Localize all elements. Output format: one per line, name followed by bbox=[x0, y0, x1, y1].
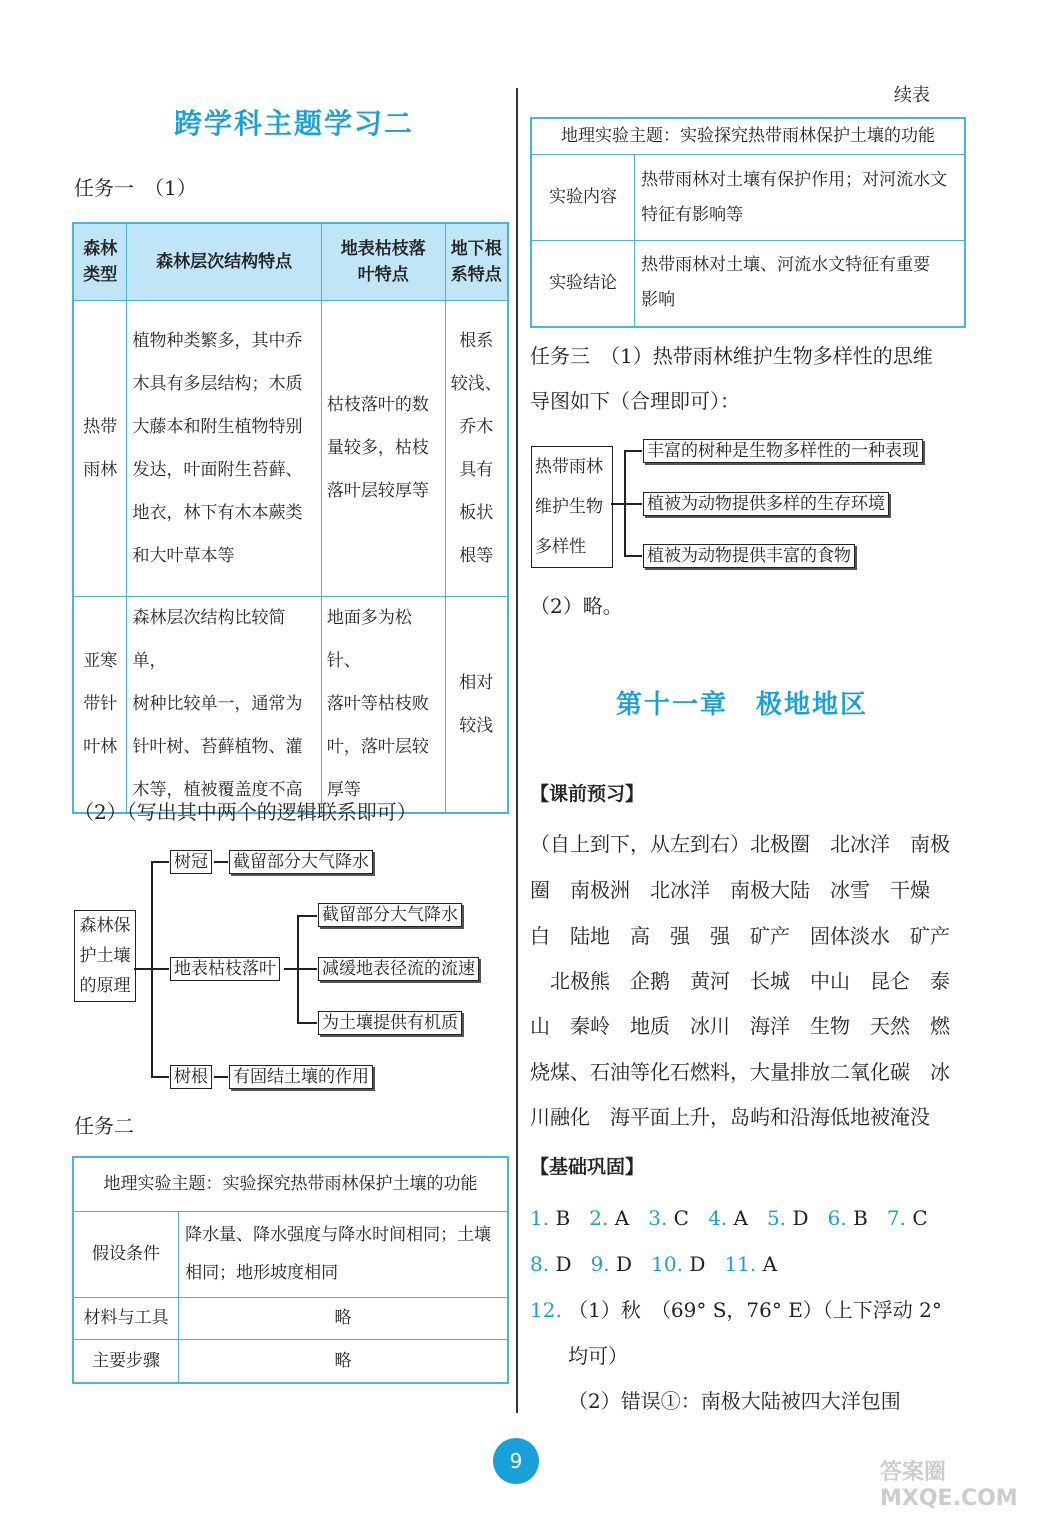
structure-cell: 植物种类繁多，其中乔 木具有多层结构；木质 大藤本和附生植物特别 发达，叶面附生苔藓、 地衣，林下有木本蕨类 和大叶草本等 bbox=[127, 301, 321, 597]
question-number: 1. bbox=[530, 1206, 550, 1230]
q12-line1 bbox=[530, 1298, 942, 1322]
biodiversity-leaf-3: 植被为动物提供丰富的食物 bbox=[643, 544, 855, 568]
q12-line2: 均可） bbox=[568, 1344, 628, 1368]
question-number: 12. bbox=[530, 1298, 562, 1322]
task3-line1: 任务三 （1）热带雨林维护生物多样性的思维 bbox=[530, 344, 933, 368]
forest-type-cell: 亚寒带针叶林 bbox=[73, 597, 127, 814]
basics-label: 【基础巩固】 bbox=[530, 1156, 645, 1178]
answer: C bbox=[912, 1206, 928, 1230]
preview-line: 北极熊 企鹅 黄河 长城 中山 昆仑 泰 bbox=[530, 969, 950, 993]
row-value: 略 bbox=[179, 1297, 508, 1339]
header-forest-type: 森林类型 bbox=[73, 223, 127, 301]
column-divider bbox=[516, 88, 518, 1413]
branch-litter: 地表枯枝落叶 bbox=[170, 957, 280, 981]
continued-label: 续表 bbox=[894, 85, 930, 106]
row-key: 实验结论 bbox=[531, 241, 635, 327]
task1-part2: （2）（写出其中两个的逻辑联系即可） bbox=[74, 800, 417, 824]
diagram-root: 森林保 护土壤 的原理 bbox=[74, 910, 136, 1002]
structure-cell: 森林层次结构比较简单， 树种比较单一，通常为 针叶树、苔藓植物、灌 木等，植被覆盖度不高 bbox=[127, 597, 321, 814]
table-header-row bbox=[73, 223, 508, 301]
branch-roots: 树根 bbox=[170, 1065, 212, 1089]
preview-line: 烧煤、石油等化石燃料，大量排放二氧化碳 冰 bbox=[530, 1060, 950, 1084]
answer: B bbox=[555, 1206, 571, 1230]
question-number: 7. bbox=[886, 1206, 906, 1230]
table-row bbox=[531, 155, 965, 241]
table-row bbox=[73, 301, 508, 597]
table-row bbox=[73, 1211, 508, 1297]
task1-label: 任务一 （1） bbox=[74, 176, 197, 200]
answer: D bbox=[555, 1252, 572, 1276]
question-number: 3. bbox=[648, 1206, 668, 1230]
preview-line: 川融化 海平面上升，岛屿和沿海低地被淹没 bbox=[530, 1105, 930, 1129]
task2-label: 任务二 bbox=[74, 1114, 134, 1138]
section-title: 跨学科主题学习二 bbox=[174, 107, 415, 140]
row-key: 材料与工具 bbox=[73, 1297, 179, 1339]
preview-line: 圈 南极洲 北冰洋 南极大陆 冰雪 干燥 bbox=[530, 878, 930, 902]
row-value: 热带雨林对土壤有保护作用；对河流水文 特征有影响等 bbox=[635, 155, 965, 241]
answer: D bbox=[689, 1252, 706, 1276]
roots-cell: 根系 较浅、 乔木 具有 板状 根等 bbox=[445, 301, 508, 597]
litter-cell: 枯枝落叶的数 量较多，枯枝 落叶层较厚等 bbox=[321, 301, 445, 597]
table-row bbox=[73, 1339, 508, 1383]
preview-line: 白 陆地 高 强 强 矿产 固体淡水 矿产 bbox=[530, 924, 950, 948]
biodiversity-leaf-1: 丰富的树种是生物多样性的一种表现 bbox=[643, 439, 923, 463]
experiment-theme: 地理实验主题：实验探究热带雨林保护土壤的功能 bbox=[531, 118, 965, 155]
question-number: 8. bbox=[530, 1252, 550, 1276]
row-key: 实验内容 bbox=[531, 155, 635, 241]
q12-line3: （2）错误①：南极大陆被四大洋包围 bbox=[568, 1389, 901, 1413]
experiment-table bbox=[72, 1156, 509, 1384]
table-row bbox=[73, 1157, 508, 1211]
table-row bbox=[73, 597, 508, 814]
roots-cell: 相对 较浅 bbox=[445, 597, 508, 814]
forest-comparison-table bbox=[72, 222, 509, 814]
answer: A bbox=[614, 1206, 630, 1230]
litter-cell: 地面多为松针、 落叶等枯枝败 叶，落叶层较 厚等 bbox=[321, 597, 445, 814]
preview-line: 山 秦岭 地质 冰川 海洋 生物 天然 燃 bbox=[530, 1014, 950, 1038]
litter-leaf-3: 为土壤提供有机质 bbox=[318, 1011, 462, 1035]
experiment-theme: 地理实验主题：实验探究热带雨林保护土壤的功能 bbox=[73, 1157, 508, 1211]
header-roots: 地下根系特点 bbox=[445, 223, 508, 301]
question-number: 9. bbox=[590, 1252, 610, 1276]
litter-leaf-1: 截留部分大气降水 bbox=[318, 903, 462, 927]
branch-canopy: 树冠 bbox=[170, 850, 212, 874]
row-value: 降水量、降水强度与降水时间相同；土壤 相同；地形坡度相同 bbox=[179, 1211, 508, 1297]
answer: D bbox=[616, 1252, 633, 1276]
diagram-root: 热带雨林 维护生物 多样性 bbox=[531, 446, 613, 568]
experiment-table-continued bbox=[530, 117, 966, 328]
question-number: 10. bbox=[651, 1252, 683, 1276]
task3-part2: （2）略。 bbox=[530, 594, 623, 618]
question-number: 4. bbox=[708, 1206, 728, 1230]
table-row bbox=[531, 118, 965, 155]
preview-label: 【课前预习】 bbox=[530, 783, 645, 805]
watermark-logo: 答案圈 MXQE.COM bbox=[880, 1460, 1018, 1511]
header-structure: 森林层次结构特点 bbox=[127, 223, 321, 301]
roots-leaf: 有固结土壤的作用 bbox=[229, 1065, 373, 1089]
question-number: 11. bbox=[724, 1252, 757, 1276]
row-value: 热带雨林对土壤、河流水文特征有重要 影响 bbox=[635, 241, 965, 327]
answer: B bbox=[853, 1206, 868, 1230]
preview-line: （自上到下，从左到右）北极圈 北冰洋 南极 bbox=[530, 832, 950, 856]
question-number: 2. bbox=[589, 1206, 609, 1230]
table-row bbox=[531, 241, 965, 327]
answer: A bbox=[733, 1206, 748, 1230]
answer: A bbox=[762, 1252, 778, 1276]
answer-row-1 bbox=[530, 1206, 928, 1230]
litter-leaf-2: 减缓地表径流的流速 bbox=[318, 957, 479, 981]
table-row bbox=[73, 1297, 508, 1339]
row-key: 主要步骤 bbox=[73, 1339, 179, 1383]
chapter-title: 第十一章 极地地区 bbox=[616, 690, 869, 720]
question-number: 5. bbox=[767, 1206, 787, 1230]
page-number: 9 bbox=[493, 1438, 539, 1484]
row-key: 假设条件 bbox=[73, 1211, 179, 1297]
answer: C bbox=[673, 1206, 689, 1230]
answer-row-2 bbox=[530, 1252, 777, 1276]
task3-line2: 导图如下（合理即可）： bbox=[530, 389, 740, 413]
answer: D bbox=[792, 1206, 809, 1230]
canopy-leaf: 截留部分大气降水 bbox=[229, 850, 373, 874]
question-number: 6. bbox=[827, 1206, 847, 1230]
forest-type-cell: 热带雨林 bbox=[73, 301, 127, 597]
row-value: 略 bbox=[179, 1339, 508, 1383]
q12-answer-part1: （1）秋 （69° S，76° E）（上下浮动 2° bbox=[568, 1298, 942, 1322]
biodiversity-leaf-2: 植被为动物提供多样的生存环境 bbox=[643, 492, 889, 516]
header-litter: 地表枯枝落叶特点 bbox=[321, 223, 445, 301]
